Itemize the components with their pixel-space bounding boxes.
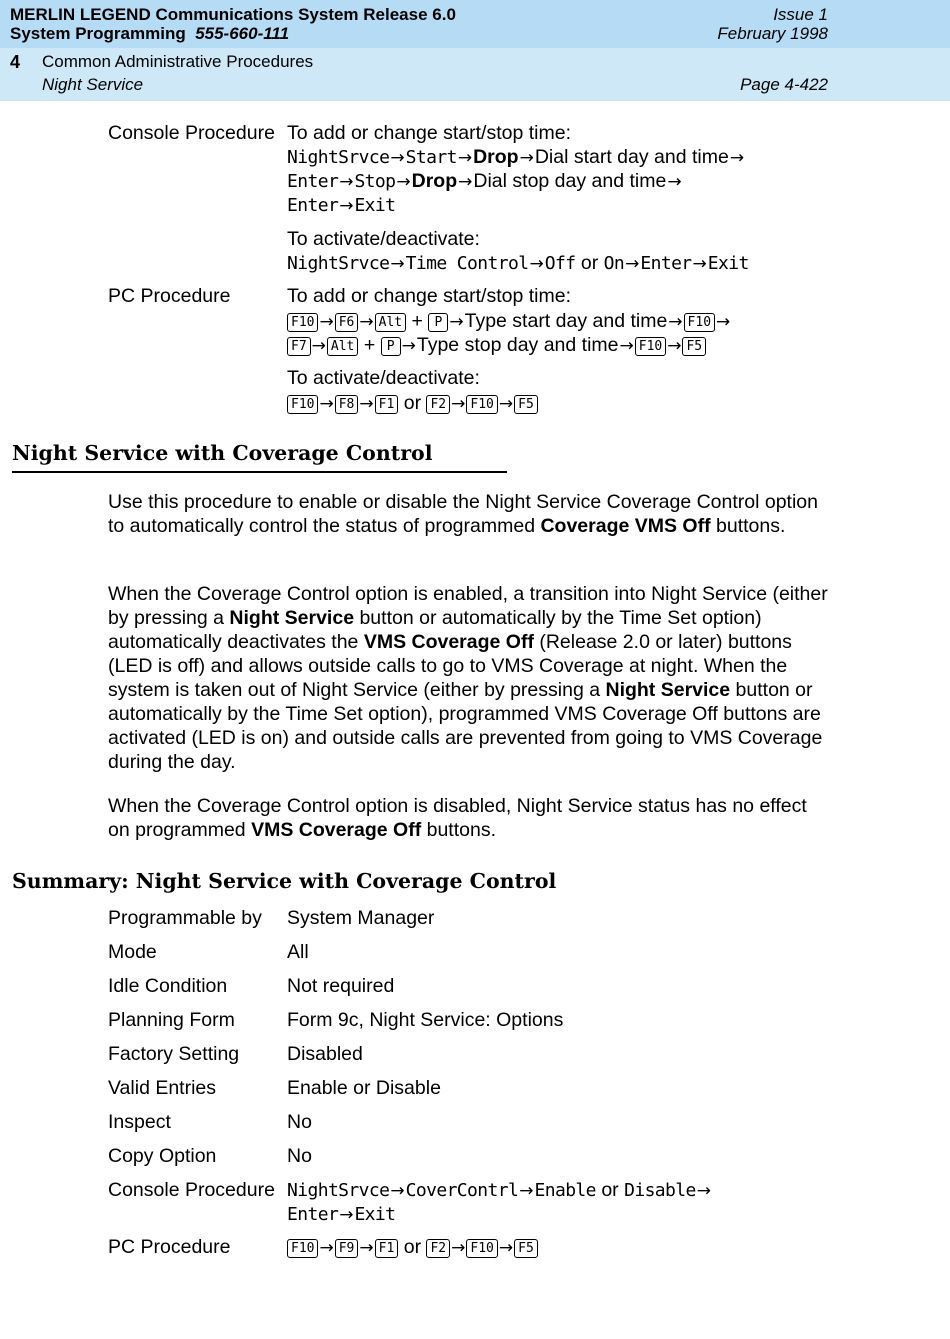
arrow-icon: → bbox=[319, 394, 334, 414]
paragraph-bold: VMS Coverage Off bbox=[363, 631, 534, 653]
step-type-start: Type start day and time bbox=[464, 310, 668, 332]
alt-key-icon: Alt bbox=[327, 337, 358, 356]
issue-label: Issue 1 bbox=[773, 5, 828, 24]
menu-on: On bbox=[603, 253, 625, 274]
menu-nightsrvce: NightSrvce bbox=[287, 147, 390, 168]
summary-label: Inspect bbox=[108, 1111, 171, 1133]
summary-console-line-1 bbox=[287, 1178, 712, 1203]
f5-key-icon: F5 bbox=[682, 337, 706, 356]
f10-key-icon: F10 bbox=[466, 395, 497, 414]
f1-key-icon: F1 bbox=[375, 395, 399, 414]
summary-value: No bbox=[287, 1111, 312, 1133]
paragraph-1 bbox=[108, 490, 833, 538]
arrow-icon: → bbox=[529, 254, 544, 274]
menu-stop: Stop bbox=[354, 171, 396, 192]
menu-disable: Disable bbox=[624, 1180, 696, 1201]
plus-text: + bbox=[411, 310, 423, 332]
pc-step-line-2 bbox=[287, 333, 706, 358]
arrow-icon: → bbox=[319, 1238, 334, 1258]
summary-value: System Manager bbox=[287, 907, 435, 929]
arrow-icon: → bbox=[667, 172, 682, 192]
arrow-icon: → bbox=[619, 336, 634, 356]
pc-add-change-heading: To add or change start/stop time: bbox=[287, 285, 571, 307]
paragraph-bold: Night Service bbox=[605, 679, 731, 701]
summary-label: Idle Condition bbox=[108, 975, 228, 997]
doc-subtitle-text: System Programming bbox=[10, 24, 186, 43]
pc-step-line-1 bbox=[287, 309, 731, 334]
menu-exit: Exit bbox=[707, 253, 749, 274]
menu-exit: Exit bbox=[354, 195, 396, 216]
paragraph-text: buttons. bbox=[421, 819, 497, 841]
paragraph-2 bbox=[108, 582, 833, 774]
summary-console-label: Console Procedure bbox=[108, 1179, 275, 1201]
arrow-icon: → bbox=[498, 1238, 514, 1258]
f10-key-icon: F10 bbox=[287, 395, 318, 414]
arrow-icon: → bbox=[716, 312, 731, 332]
arrow-icon: → bbox=[390, 254, 405, 274]
arrow-icon: → bbox=[311, 336, 326, 356]
arrow-icon: → bbox=[498, 394, 514, 414]
arrow-icon: → bbox=[729, 148, 745, 168]
menu-enter: Enter bbox=[287, 1204, 339, 1225]
arrow-icon: → bbox=[458, 172, 473, 192]
arrow-icon: → bbox=[390, 1181, 405, 1201]
menu-off: Off bbox=[544, 253, 576, 274]
paragraph-text: (Release 2.0 or later) buttons (LED is off) and allows outside calls to go to VMS Coverage at night. When the system is taken out of Night Service (either by pressing a bbox=[108, 631, 792, 701]
summary-label: Planning Form bbox=[108, 1009, 235, 1031]
f1-key-icon: F1 bbox=[375, 1239, 399, 1258]
menu-enter: Enter bbox=[287, 171, 339, 192]
button-drop: Drop bbox=[411, 170, 458, 192]
summary-value: Not required bbox=[287, 975, 395, 997]
menu-time-control: Time Control bbox=[405, 253, 529, 274]
paragraph-text: buttons. bbox=[710, 515, 786, 537]
arrow-icon: → bbox=[339, 196, 354, 216]
arrow-icon: → bbox=[457, 148, 473, 168]
page-header bbox=[0, 0, 950, 101]
console-step-line-3 bbox=[287, 193, 395, 218]
p-key-icon: P bbox=[381, 337, 401, 356]
arrow-icon: → bbox=[519, 1181, 534, 1201]
or-text: or bbox=[580, 252, 599, 274]
menu-start: Start bbox=[405, 147, 457, 168]
menu-enter: Enter bbox=[640, 253, 692, 274]
menu-exit: Exit bbox=[354, 1204, 396, 1225]
summary-console-line-2 bbox=[287, 1202, 395, 1227]
chapter-number: 4 bbox=[10, 52, 21, 72]
f6-key-icon: F6 bbox=[335, 313, 359, 332]
arrow-icon: → bbox=[519, 148, 534, 168]
doc-title: MERLIN LEGEND Communications System Release 6.0 bbox=[10, 5, 456, 24]
arrow-icon: → bbox=[692, 254, 707, 274]
summary-value: Enable or Disable bbox=[287, 1077, 441, 1099]
console-step-line-1 bbox=[287, 145, 745, 170]
paragraph-bold: VMS Coverage Off bbox=[251, 819, 422, 841]
console-procedure-label: Console Procedure bbox=[108, 122, 275, 144]
arrow-icon: → bbox=[339, 1205, 354, 1225]
arrow-icon: → bbox=[401, 336, 416, 356]
menu-covercontrl: CoverContrl bbox=[405, 1180, 519, 1201]
page-number: Page 4-422 bbox=[740, 75, 828, 94]
arrow-icon: → bbox=[451, 1238, 466, 1258]
or-text: or bbox=[403, 1236, 422, 1258]
f8-key-icon: F8 bbox=[335, 395, 359, 414]
arrow-icon: → bbox=[359, 312, 374, 332]
f10-key-icon: F10 bbox=[287, 1239, 318, 1258]
doc-number: 555-660-111 bbox=[195, 24, 290, 43]
arrow-icon: → bbox=[319, 312, 334, 332]
summary-pc-steps bbox=[287, 1235, 538, 1260]
summary-label: Factory Setting bbox=[108, 1043, 240, 1065]
alt-key-icon: Alt bbox=[375, 313, 406, 332]
f5-key-icon: F5 bbox=[514, 395, 538, 414]
summary-value: All bbox=[287, 941, 309, 963]
console-step-line-2 bbox=[287, 169, 683, 194]
f2-key-icon: F2 bbox=[426, 395, 450, 414]
arrow-icon: → bbox=[668, 312, 683, 332]
arrow-icon: → bbox=[396, 172, 411, 192]
arrow-icon: → bbox=[667, 336, 682, 356]
summary-label: Copy Option bbox=[108, 1145, 217, 1167]
arrow-icon: → bbox=[339, 172, 354, 192]
f10-key-icon: F10 bbox=[684, 313, 715, 332]
arrow-icon: → bbox=[359, 1238, 374, 1258]
paragraph-text: button or automatically by the Time Set option), programmed VMS Coverage Off buttons are activated (LED is on) and outside calls are prevented from going to VMS Coverage during the day. bbox=[108, 679, 823, 773]
f10-key-icon: F10 bbox=[287, 313, 318, 332]
summary-value: Form 9c, Night Service: Options bbox=[287, 1009, 564, 1031]
pc-activate-heading: To activate/deactivate: bbox=[287, 367, 480, 389]
menu-enable: Enable bbox=[534, 1180, 596, 1201]
step-type-stop: Type stop day and time bbox=[416, 334, 619, 356]
pc-activate-steps bbox=[287, 391, 538, 416]
add-change-heading: To add or change start/stop time: bbox=[287, 122, 571, 144]
paragraph-text: Use this procedure to enable or disable the Night Service Coverage Control option to automatically control the status of programmed bbox=[108, 491, 818, 537]
step-dial-stop: Dial stop day and time bbox=[473, 170, 667, 192]
activate-heading: To activate/deactivate: bbox=[287, 228, 480, 250]
menu-nightsrvce: NightSrvce bbox=[287, 253, 390, 274]
step-dial-start: Dial start day and time bbox=[534, 146, 729, 168]
f2-key-icon: F2 bbox=[426, 1239, 450, 1258]
f7-key-icon: F7 bbox=[287, 337, 311, 356]
f9-key-icon: F9 bbox=[335, 1239, 359, 1258]
section-rule bbox=[12, 471, 507, 473]
f10-key-icon: F10 bbox=[466, 1239, 497, 1258]
summary-pc-label: PC Procedure bbox=[108, 1236, 231, 1258]
summary-label: Valid Entries bbox=[108, 1077, 217, 1099]
summary-label: Programmable by bbox=[108, 907, 262, 929]
paragraph-text: button or automatically by the Time Set option) automatically deactivates the bbox=[108, 607, 762, 653]
f5-key-icon: F5 bbox=[514, 1239, 538, 1258]
plus-text: + bbox=[363, 334, 376, 356]
arrow-icon: → bbox=[359, 394, 374, 414]
arrow-icon: → bbox=[625, 254, 640, 274]
doc-subtitle bbox=[10, 24, 289, 44]
paragraph-text: When the Coverage Control option is enabled, a transition into Night Service (either by pressing a bbox=[108, 583, 828, 629]
p-key-icon: P bbox=[428, 313, 448, 332]
f10-key-icon: F10 bbox=[635, 337, 666, 356]
section-name: Night Service bbox=[42, 75, 144, 94]
chapter-title: Common Administrative Procedures bbox=[42, 52, 314, 71]
summary-value: Disabled bbox=[287, 1043, 363, 1065]
paragraph-bold: Night Service bbox=[229, 607, 355, 629]
section-heading: Night Service with Coverage Control bbox=[12, 441, 433, 465]
paragraph-bold: Coverage VMS Off bbox=[540, 515, 711, 537]
or-text: or bbox=[601, 1179, 619, 1201]
menu-nightsrvce: NightSrvce bbox=[287, 1180, 390, 1201]
menu-enter: Enter bbox=[287, 195, 339, 216]
arrow-icon: → bbox=[696, 1181, 712, 1201]
button-drop: Drop bbox=[473, 146, 519, 168]
summary-heading: Summary: Night Service with Coverage Control bbox=[12, 869, 557, 893]
summary-label: Mode bbox=[108, 941, 157, 963]
arrow-icon: → bbox=[390, 148, 405, 168]
arrow-icon: → bbox=[451, 394, 466, 414]
summary-value: No bbox=[287, 1145, 312, 1167]
paragraph-text: When the Coverage Control option is disabled, Night Service status has no effect on programmed bbox=[108, 795, 807, 841]
console-activate-steps bbox=[287, 251, 749, 276]
arrow-icon: → bbox=[449, 312, 464, 332]
issue-date: February 1998 bbox=[717, 24, 828, 43]
paragraph-3 bbox=[108, 794, 833, 842]
pc-procedure-label: PC Procedure bbox=[108, 285, 231, 307]
or-text: or bbox=[403, 392, 422, 414]
